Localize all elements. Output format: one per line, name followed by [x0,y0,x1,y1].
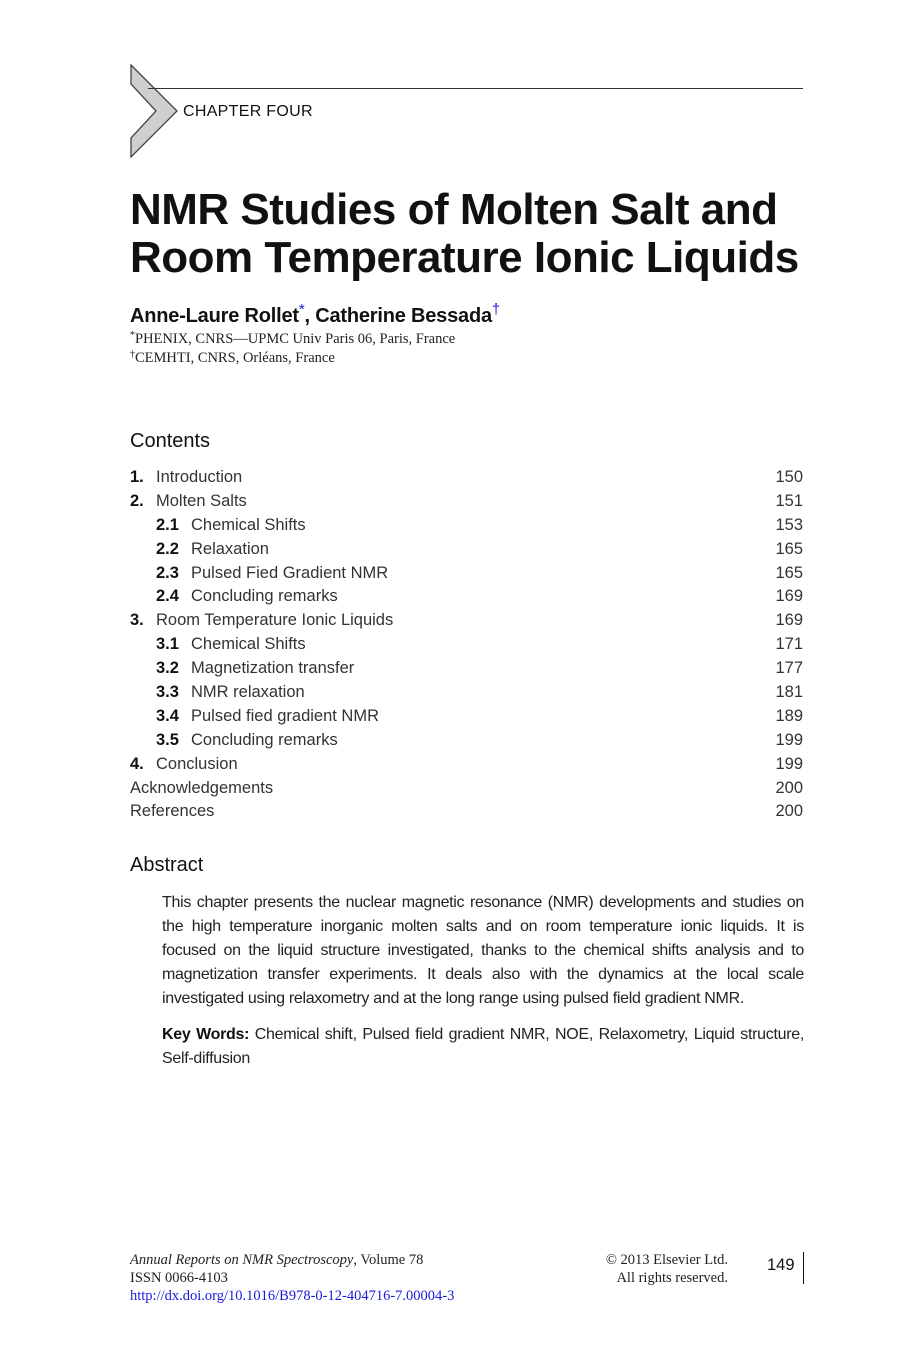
toc-entry-page[interactable]: 150 [775,468,803,486]
toc-entry-label[interactable]: References [130,802,215,821]
affiliation [130,350,335,367]
chapter-label: CHAPTER FOUR [183,103,313,120]
toc-entry[interactable] [130,467,803,491]
toc-entry-number: 3.1 [156,635,179,654]
toc-entry[interactable] [130,801,803,825]
toc-entry[interactable] [130,515,803,539]
toc-entry-label[interactable]: Room Temperature Ionic Liquids [156,611,394,630]
toc-entry[interactable] [130,682,803,706]
toc-entry[interactable] [130,586,803,610]
toc-entry-label[interactable]: Pulsed Fied Gradient NMR [191,563,389,582]
toc-entry-number: 2.1 [156,515,179,534]
toc-entry-page[interactable]: 153 [775,515,803,534]
chapter-title-line-1: NMR Studies of Molten Salt and [130,185,778,234]
author-list [130,301,501,328]
abstract-body: This chapter presents the nuclear magnetic resonance (NMR) developments and studies on the high temperature inorganic molten salts and on room temperature ionic liquids. It is focused on the liquid structure investigated, thanks to the chemical shifts analysis and to magnetization transfer experiments. It deals also with the dynamics at the local scale investigated using relaxometry and at the long range using pulsed field gradient NMR. [162,894,804,1007]
keywords [162,1023,804,1071]
toc-entry-page[interactable]: 177 [775,659,803,678]
doi-link[interactable]: http://dx.doi.org/10.1016/B978-0-12-404716-7.00004-3 [130,1288,455,1304]
toc-entry-label[interactable]: Introduction [156,468,243,486]
toc-entry-page[interactable]: 199 [775,730,803,749]
toc-entry-number: 1. [130,468,144,486]
toc-entry[interactable] [130,539,803,563]
journal-line [130,1251,454,1269]
toc-entry-page[interactable]: 169 [775,587,803,606]
affiliation-mark: * [130,330,135,341]
toc-entry-number: 3.3 [156,683,179,702]
issn: ISSN 0066-4103 [130,1270,228,1286]
toc-entry-page[interactable]: 189 [775,706,803,725]
toc-entry-number: 2.2 [156,539,179,558]
toc-entry-page[interactable]: 169 [775,611,803,630]
chapter-rule [148,88,803,89]
contents-heading: Contents [130,430,211,452]
toc-entry[interactable] [130,706,803,730]
author-separator: , [304,305,316,327]
affiliation-text: CEMHTI, CNRS, Orléans, France [135,350,335,366]
journal-volume: , Volume 78 [353,1252,424,1268]
toc-entry-number: 3.5 [156,730,179,749]
toc-entry-label[interactable]: Chemical Shifts [191,635,306,654]
affiliation-text: PHENIX, CNRS—UPMC Univ Paris 06, Paris, France [135,331,456,347]
chapter-title [130,186,830,282]
toc-entry-label[interactable]: Relaxation [191,539,269,558]
toc-entry-label[interactable]: Pulsed fied gradient NMR [191,706,380,725]
page-number-rule [803,1252,804,1284]
affiliation [130,331,455,348]
toc-entry-number: 3.4 [156,706,179,725]
toc-entry-page[interactable]: 199 [775,754,803,773]
toc-entry-number: 2. [130,491,144,510]
toc-entry-label[interactable]: Chemical Shifts [191,515,306,534]
author-name: Catherine Bessada [315,305,492,327]
affiliation-mark[interactable]: * [298,301,305,318]
toc-entry-label[interactable]: Molten Salts [156,491,247,510]
toc-entry-label[interactable]: Acknowledgements [130,778,274,797]
toc-entry[interactable] [130,634,803,658]
toc-entry-page[interactable]: 165 [775,539,803,558]
toc-entry-number: 3.2 [156,659,179,678]
toc-entry-number: 2.3 [156,563,179,582]
keywords-text: Chemical shift, Pulsed field gradient NMR, NOE, Relaxometry, Liquid structure, Self-diffusion [162,1026,804,1067]
toc-entry[interactable] [130,491,803,515]
toc-entry-number: 4. [130,754,144,773]
toc-entry-page[interactable]: 171 [775,635,803,654]
author-name: Anne-Laure Rollet [130,305,299,327]
toc-entry[interactable] [130,730,803,754]
chapter-chevron-icon [130,64,178,158]
publication-info [130,1251,454,1305]
toc-entry-label[interactable]: Concluding remarks [191,730,338,749]
toc-entry-page[interactable]: 200 [775,802,803,821]
toc-entry[interactable] [130,658,803,682]
abstract-heading: Abstract [130,854,204,876]
toc-entry[interactable] [130,778,803,802]
table-of-contents [130,467,803,825]
rights-line: All rights reserved. [616,1270,728,1286]
toc-entry-number: 3. [130,611,144,630]
toc-entry-page[interactable]: 151 [775,491,803,510]
toc-entry-label[interactable]: Magnetization transfer [191,659,355,678]
toc-entry-page[interactable]: 200 [775,778,803,797]
toc-entry-page[interactable]: 181 [775,683,803,702]
toc-entry-label[interactable]: Concluding remarks [191,587,338,606]
chapter-title-line-2: Room Temperature Ionic Liquids [130,233,799,282]
affiliation-mark[interactable]: † [491,301,501,318]
toc-entry[interactable] [130,610,803,634]
toc-entry[interactable] [130,563,803,587]
page-number: 149 [767,1256,795,1274]
toc-entry-label[interactable]: Conclusion [156,754,238,773]
journal-name: Annual Reports on NMR Spectroscopy [130,1252,354,1268]
copyright-line: © 2013 Elsevier Ltd. [605,1252,728,1268]
toc-entry-page[interactable]: 165 [775,563,803,582]
toc-entry-label[interactable]: NMR relaxation [191,683,305,702]
toc-entry[interactable] [130,754,803,778]
affiliation-mark: † [130,349,135,360]
copyright-notice [560,1251,728,1287]
keywords-label: Key Words: [162,1026,250,1043]
toc-entry-number: 2.4 [156,587,179,606]
